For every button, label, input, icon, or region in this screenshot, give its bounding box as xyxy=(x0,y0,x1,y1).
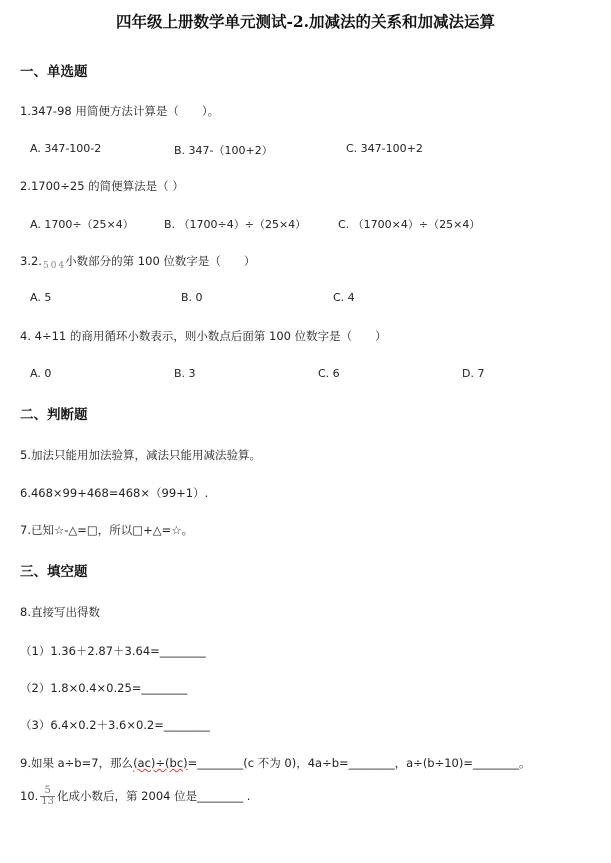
q3-repeating-digit-2: 0 xyxy=(50,261,57,271)
question-1: 1.347-98 用简便方法计算是（ ）。 xyxy=(20,104,220,118)
q4-option-c: C. 6 xyxy=(318,367,340,380)
q8-item-1: （1）1.36＋2.87＋3.64=________ xyxy=(20,644,206,658)
q1-option-b: B. 347-（100+2） xyxy=(174,144,273,157)
question-2: 2.1700÷25 的简便算法是（ ） xyxy=(20,179,184,193)
question-10 xyxy=(20,786,250,807)
q3-prefix: 3.2. xyxy=(20,254,42,268)
q10-prefix: 10. xyxy=(20,789,39,803)
q3-suffix: 小数部分的第 100 位数字是（ ） xyxy=(65,254,256,268)
q1-option-c: C. 347-100+2 xyxy=(346,142,423,155)
section-heading-single-choice: 一、单选题 xyxy=(20,64,88,80)
q8-item-2: （2）1.8×0.4×0.25=________ xyxy=(20,681,188,695)
q9-flagged-expression: (ac)÷(bc) xyxy=(133,756,188,770)
q3-option-c: C. 4 xyxy=(333,291,355,304)
q10-suffix: 化成小数后，第 2004 位是________ . xyxy=(57,789,251,803)
q3-option-a: A. 5 xyxy=(30,291,52,304)
q9-part-1: 9.如果 a÷b=7，那么 xyxy=(20,756,134,770)
question-3 xyxy=(20,253,255,269)
question-4: 4. 4÷11 的商用循环小数表示，则小数点后面第 100 位数字是（ ） xyxy=(20,329,387,343)
question-6: 6.468×99+468=468×（99+1）. xyxy=(20,486,209,500)
q2-option-a: A. 1700÷（25×4） xyxy=(30,218,134,231)
q2-option-b: B. （1700÷4）÷（25×4） xyxy=(164,218,307,231)
q10-fraction xyxy=(40,786,55,807)
question-5: 5.加法只能用加法验算，减法只能用减法验算。 xyxy=(20,448,261,462)
question-9 xyxy=(20,755,531,771)
q2-option-c: C. （1700×4）÷（25×4） xyxy=(338,218,481,231)
q3-repeating-digit-1: 5 xyxy=(42,261,49,271)
q9-part-2: =________(c 不为 0)，4a÷b=________，a÷(b÷10)=________。 xyxy=(187,756,531,770)
q4-option-a: A. 0 xyxy=(30,367,52,380)
q4-option-b: B. 3 xyxy=(174,367,196,380)
question-7: 7.已知☆-△=□，所以□+△=☆。 xyxy=(20,523,194,537)
q4-option-d: D. 7 xyxy=(462,367,485,380)
q10-numerator: 5 xyxy=(40,786,55,797)
q3-repeating-digit-3: 4 xyxy=(58,261,65,271)
page-title: 四年级上册数学单元测试-2.加减法的关系和加减法运算 xyxy=(115,12,496,31)
q3-option-b: B. 0 xyxy=(181,291,203,304)
section-heading-true-false: 二、判断题 xyxy=(20,407,88,423)
section-heading-fill-in: 三、填空题 xyxy=(20,564,88,580)
q1-option-a: A. 347-100-2 xyxy=(30,142,102,155)
q10-denominator: 13 xyxy=(41,796,55,807)
q8-item-3: （3）6.4×0.2＋3.6×0.2=________ xyxy=(20,718,210,732)
question-8: 8.直接写出得数 xyxy=(20,605,100,619)
